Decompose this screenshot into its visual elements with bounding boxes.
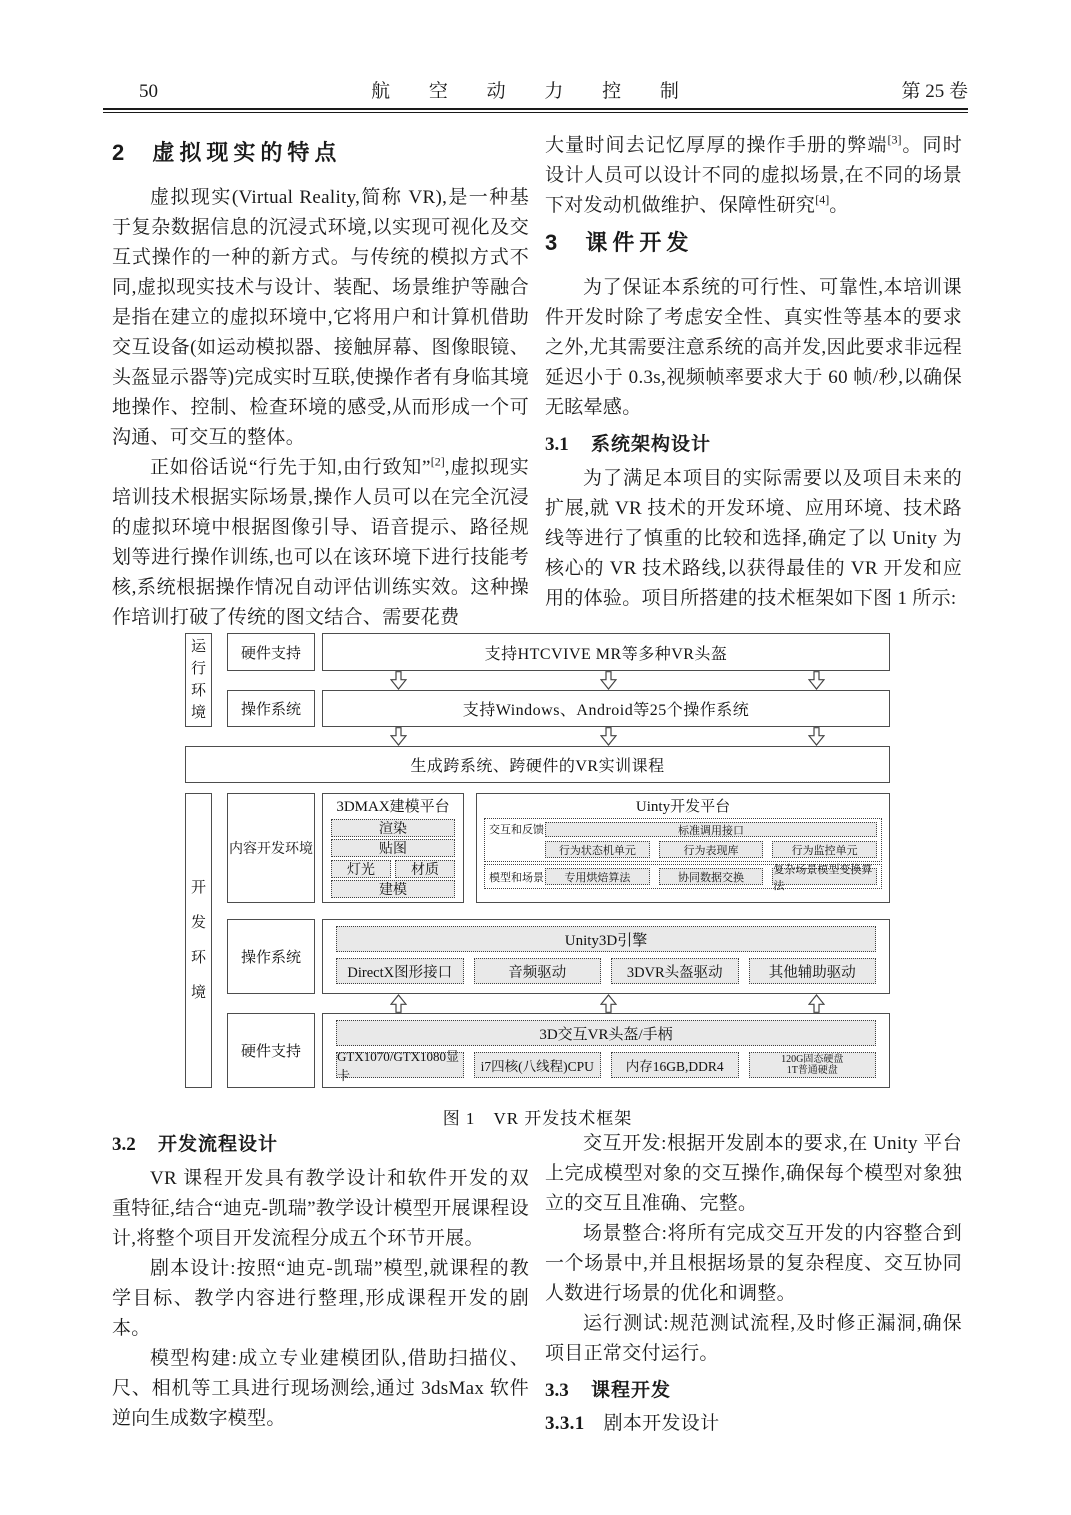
page-header <box>103 76 968 103</box>
dev-os-label-box: 操作系统 <box>227 919 315 994</box>
paragraph-scene-integration: 场景整合:将所有完成交互开发的内容整合到一个场景中,并且根据场景的复杂程度、交互协同人数进行场景的优化和调整。 <box>545 1223 962 1304</box>
paragraph-script-design: 剧本设计:按照“迪克-凯瑞”模型,就课程的教学目标、教学内容进行整理,形成课程开发的剧本。 <box>112 1258 529 1339</box>
section-3-1-heading <box>545 431 962 459</box>
unity-platform-box <box>476 793 890 903</box>
right-column-bottom <box>545 1129 962 1438</box>
development-environment-label: 开 发 环 境 <box>185 793 212 1088</box>
section-3-3-heading <box>545 1377 962 1405</box>
vr-headset-controller-box: 3D交互VR头盔/手柄 <box>336 1020 876 1046</box>
content-dev-row <box>227 793 890 903</box>
dmax-item-material: 材质 <box>395 860 455 878</box>
operating-system-label-box: 操作系统 <box>227 690 315 727</box>
down-arrow-icon <box>600 727 617 751</box>
citation-ref-3: [3] <box>887 132 902 147</box>
section-3-1-number: 3.1 <box>545 434 569 455</box>
interaction-feedback-body <box>545 822 877 858</box>
section-3-3-1-number: 3.3.1 <box>545 1413 585 1434</box>
down-arrow-icon <box>390 671 407 695</box>
up-arrow-icon <box>600 994 617 1018</box>
paragraph-vr-training: 正如俗话说“行先于知,由行致知”[2],虚拟现实培训技术根据实际场景,操作人员可以在完全沉浸的虚拟环境中根据图像引导、语音提示、路径规划等进行操作训练,也可以在该环境下进行技能考核,系统根据操作情况自动评估训练实效。这种操作培训打破了传统的图文结合、需要花费 <box>112 454 529 628</box>
os-drivers-box <box>322 919 890 994</box>
ram-box: 内存16GB,DDR4 <box>611 1052 739 1078</box>
paragraph-courseware-req: 为了保证本系统的可行性、可靠性,本培训课件开发时除了考虑安全性、真实性等基本的要求之外,尤其需要注意系统的高并发,因此要求非远程延迟小于 0.3s,视频帧率要求大于 60 帧/秒,以确保无眩晕感。 <box>545 277 962 418</box>
dmax-item-render: 渲染 <box>331 819 455 837</box>
down-arrow-icon <box>600 671 617 695</box>
dmax-split-row <box>331 860 455 878</box>
section-3-3-1-title: 剧本开发设计 <box>603 1413 720 1434</box>
section-3-number: 3 <box>545 230 558 255</box>
citation-ref-2: [2] <box>430 454 445 469</box>
model-scene-row <box>545 863 877 892</box>
runtime-rows <box>227 633 890 727</box>
dmax-platform-title: 3DMAX建模平台 <box>336 799 450 815</box>
down-arrow-icon <box>390 727 407 751</box>
model-scene-label: 模型和场景 <box>489 872 544 884</box>
down-arrow-icon <box>808 671 825 695</box>
section-3-1-title: 系统架构设计 <box>591 434 712 455</box>
behavior-state-machine-box: 行为状态机单元 <box>545 841 650 858</box>
development-environment-group <box>185 793 890 1088</box>
dmax-item-texture: 贴图 <box>331 839 455 857</box>
paragraph-continuation: 大量时间去记忆厚厚的操作手册的弊端[3]。同时设计人员可以设计不同的虚拟场景,在不同的场景下对发动机做维护、保障性研究[4]。 <box>545 132 962 216</box>
journal-title: 航 空 动 力 控 制 <box>371 81 696 102</box>
row-gap <box>227 903 890 919</box>
left-column-top <box>112 131 529 633</box>
cpu-box: i7四核(八线程)CPU <box>474 1052 602 1078</box>
section-2-number: 2 <box>112 140 125 165</box>
behavior-library-box: 行为表现库 <box>659 841 764 858</box>
paragraph-vr-definition: 虚拟现实(Virtual Reality,简称 VR),是一种基于复杂数据信息的沉浸式环境,以实现可视化及交互式操作的一种的新方式。与传统的模拟方式不同,虚拟现实技术与设计、装配、场景维护等融合是指在建立的虚拟环境中,它将用户和计算机借助交互设备(如运动模拟器、接触屏幕、图像眼镜、头盔显示器等)完成实时互联,使操作者有身临其境地操作、控制、检查环境的感受,从而形成一个可沟通、可交互的整体。 <box>112 187 529 448</box>
interaction-feedback-container <box>484 818 882 862</box>
unity-platform-title: Uinty开发平台 <box>635 799 731 815</box>
scene-transform-box: 复杂场景模型变换算法 <box>772 868 877 885</box>
hardware-specs-box <box>322 1013 890 1088</box>
dmax-platform-box <box>322 793 464 903</box>
cross-platform-course-box: 生成跨系统、跨硬件的VR实训课程 <box>185 746 890 783</box>
dev-hardware-label-box: 硬件支持 <box>227 1013 315 1088</box>
paragraph-run-test: 运行测试:规范测试流程,及时修正漏洞,确保项目正常交付运行。 <box>545 1313 962 1364</box>
dev-os-row <box>227 919 890 994</box>
baking-algorithm-box: 专用烘焙算法 <box>545 868 650 885</box>
section-3-2-title: 开发流程设计 <box>158 1134 279 1155</box>
up-arrow-icon <box>390 994 407 1018</box>
standard-api-box: 标准调用接口 <box>545 822 877 837</box>
down-arrows-row-1 <box>227 671 890 690</box>
section-2-title: 虚拟现实的特点 <box>152 140 342 165</box>
right-column-top <box>545 131 962 633</box>
figure-1-caption-text: VR 开发技术框架 <box>493 1109 633 1128</box>
header-rule <box>103 108 968 113</box>
drivers-row <box>336 958 876 984</box>
section-3-2-heading <box>112 1131 529 1159</box>
figure-1 <box>185 633 890 1129</box>
paragraph-model-build: 模型构建:成立专业建模团队,借助扫描仪、尺、相机等工具进行现场测绘,通过 3dsMax 软件逆向生成数字模型。 <box>112 1348 529 1429</box>
section-3-title: 课件开发 <box>585 230 694 255</box>
down-arrow-icon <box>808 727 825 751</box>
citation-ref-4: [4] <box>815 192 830 207</box>
audio-driver-box: 音频驱动 <box>474 958 602 984</box>
vr-headset-driver-box: 3DVR头盔驱动 <box>611 958 739 984</box>
paragraph-interaction-dev: 交互开发:根据开发剧本的要求,在 Unity 平台上完成模型对象的交互操作,确保每个模型对象独立的交互且准确、完整。 <box>545 1133 962 1214</box>
runtime-environment-group <box>185 633 890 727</box>
dmax-item-light: 灯光 <box>331 860 391 878</box>
section-3-3-1-heading <box>545 1410 962 1438</box>
bottom-columns <box>112 1129 962 1438</box>
model-scene-container <box>484 863 882 892</box>
directx-box: DirectX图形接口 <box>336 958 464 984</box>
section-2-heading <box>112 138 529 168</box>
left-column-bottom <box>112 1129 529 1438</box>
section-3-heading <box>545 228 962 258</box>
up-arrow-icon <box>808 994 825 1018</box>
data-exchange-box: 协同数据交换 <box>659 868 764 885</box>
content-dev-platforms <box>322 793 890 903</box>
gpu-box: GTX1070/GTX1080显卡 <box>336 1052 464 1078</box>
figure-1-caption <box>185 1104 890 1129</box>
paragraph-architecture: 为了满足本项目的实际需要以及项目未来的扩展,就 VR 技术的开发环境、应用环境、技术路线等进行了慎重的比较和选择,确定了以 Unity 为核心的 VR 技术路线,以获得最佳的 VR 开发和应用的体验。项目所搭建的技术框架如下图 1 所示: <box>545 468 962 609</box>
figure-1-caption-label: 图 1 <box>442 1109 476 1128</box>
dmax-item-model: 建模 <box>331 880 455 898</box>
behavior-monitor-box: 行为监控单元 <box>772 841 877 858</box>
page-number: 50 <box>139 81 158 102</box>
runtime-environment-label: 运 行 环 境 <box>185 633 212 727</box>
section-3-3-number: 3.3 <box>545 1380 569 1401</box>
section-3-3-title: 课程开发 <box>591 1380 672 1401</box>
interaction-feedback-label: 交互和反馈 <box>489 824 544 836</box>
dev-hardware-row <box>227 1013 890 1088</box>
development-rows <box>227 793 890 1088</box>
model-scene-body <box>545 863 877 892</box>
hardware-specs-row <box>336 1049 876 1083</box>
other-driver-box: 其他辅助驱动 <box>749 958 877 984</box>
os-support-box: 支持Windows、Android等25个操作系统 <box>322 690 890 727</box>
content-dev-label-box: 内容开发环境 <box>227 793 315 903</box>
top-columns <box>112 131 962 633</box>
figure-gap <box>185 783 890 793</box>
hardware-support-label-box: 硬件支持 <box>227 633 315 671</box>
unity3d-engine-box: Unity3D引擎 <box>336 926 876 952</box>
operating-system-row <box>227 690 890 727</box>
behavior-units-row <box>545 841 877 858</box>
up-arrows-row <box>227 994 890 1013</box>
vr-headset-support-box: 支持HTCVIVE MR等多种VR头盔 <box>322 633 890 671</box>
down-arrows-row-2 <box>185 727 890 746</box>
section-3-2-number: 3.2 <box>112 1134 136 1155</box>
volume-label: 第 25 卷 <box>901 81 968 102</box>
hardware-support-row <box>227 633 890 671</box>
storage-box: 120G固态硬盘 1T普通硬盘 <box>749 1052 877 1078</box>
paragraph-dev-process: VR 课程开发具有教学设计和软件开发的双重特征,结合“迪克-凯瑞”教学设计模型开展课程设计,将整个项目开发流程分成五个环节开展。 <box>112 1168 529 1249</box>
